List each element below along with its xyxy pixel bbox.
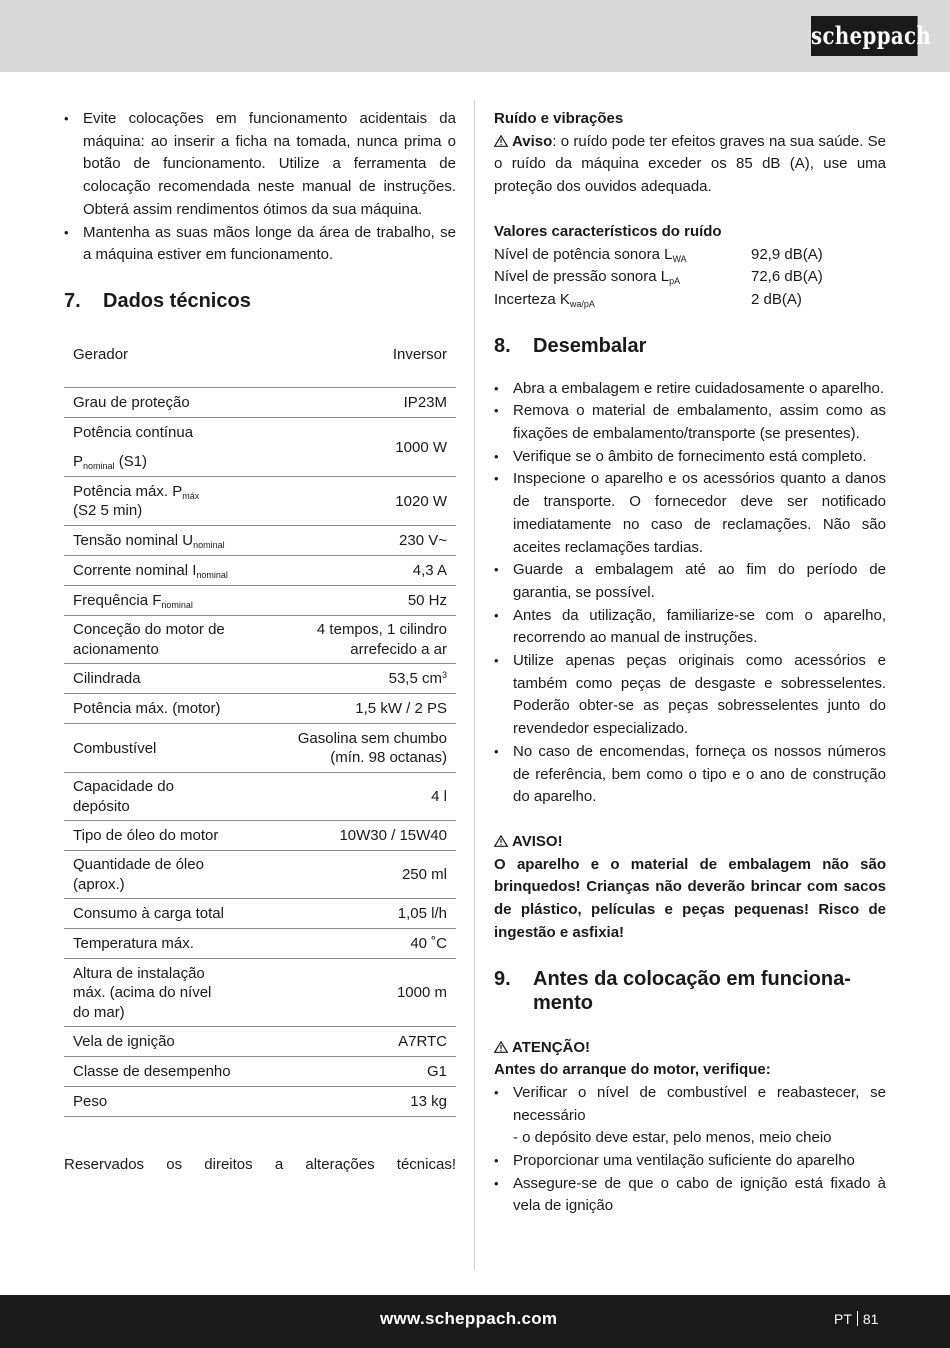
spec-value: 1020 W	[265, 477, 456, 526]
spec-value-text: 53,5 cm	[388, 670, 442, 688]
noise-label-text: Incerteza K	[494, 290, 570, 308]
table-row	[494, 244, 886, 267]
table-row	[64, 556, 456, 586]
atencao-label: ATENÇÃO!	[512, 1038, 591, 1056]
spec-label-line: Conceção do motor de	[73, 621, 225, 639]
spec-value: 50 Hz	[265, 586, 456, 616]
spec-label: Grau de proteção	[64, 388, 265, 418]
warning-label: Aviso	[512, 132, 553, 150]
spec-value: A7RTC	[265, 1027, 456, 1057]
spec-value: 230 V~	[265, 526, 456, 556]
spec-label-text: Tensão nominal U	[73, 532, 194, 550]
spec-label-text: Corrente nominal I	[73, 562, 197, 580]
spec-label-line: Quantidade de óleo	[73, 856, 204, 874]
spec-value: 4 l	[265, 773, 456, 821]
noise-warning-paragraph	[494, 131, 886, 199]
spec-symbol: P	[73, 453, 84, 471]
spec-label	[64, 477, 265, 526]
spec-label: Gerador	[64, 343, 265, 388]
spec-label-line: (S2 5 min)	[73, 502, 143, 520]
spec-label-line: acionamento	[73, 640, 159, 658]
table-row	[64, 959, 456, 1027]
table-row	[64, 821, 456, 851]
spec-label-text: Frequência F	[73, 592, 162, 610]
section-title-line: mento	[533, 991, 593, 1014]
list-item: • No caso de encomendas, forneça os nossos números de referência, bem como o tipo e o ano de construção do aparelho.	[494, 741, 886, 809]
language-code: PT	[834, 1311, 852, 1327]
check-bullet-list	[494, 1082, 886, 1218]
list-item-text: • Verificar o nível de combustível e reabastecer, se necessário	[513, 1083, 886, 1124]
list-item: • Verifique se o âmbito de fornecimento está completo.	[494, 446, 886, 469]
section-title: Desembalar	[533, 334, 647, 357]
spec-subscript: nominal	[193, 540, 225, 551]
table-row	[64, 1027, 456, 1057]
spec-label-line: máx. (acima do nível	[73, 984, 212, 1002]
table-row	[64, 694, 456, 724]
warning-triangle-icon	[494, 835, 508, 847]
section-number: 7.	[64, 289, 81, 312]
noise-label	[494, 289, 751, 312]
spec-label	[64, 616, 265, 664]
list-item: • Utilize apenas peças originais como acessórios e também como peças de desgaste e sobresselentes. Poderão obter-se as peças sobresselentes junto do revendedor especializado.	[494, 650, 886, 741]
noise-values-table	[494, 244, 886, 312]
table-row	[64, 616, 456, 664]
spec-label-line: depósito	[73, 797, 130, 815]
spec-value-line: 4 tempos, 1 cilindro	[316, 621, 447, 639]
spec-label-line: (aprox.)	[73, 875, 125, 893]
section-9-heading	[494, 967, 886, 1015]
list-item: • Evite colocações em funcionamento acidentais da máquina: ao inserir a ficha na tomada, nunca prima o botão de funcionamento. Utilize a ferramenta de colocação recomendada neste manual de instruções. Obterá assim rendimentos ótimos da sua máquina.	[64, 108, 456, 222]
table-row	[64, 724, 456, 773]
left-column	[64, 108, 456, 1177]
spec-label: Temperatura máx.	[64, 929, 265, 959]
noise-values-heading: Valores característicos do ruído	[494, 222, 722, 240]
header-band	[0, 0, 950, 72]
intro-bullet-list	[64, 108, 456, 267]
spec-value: 1000 W	[265, 418, 456, 477]
noise-label	[494, 244, 751, 267]
spec-value-line: Gasolina sem chumbo	[297, 729, 447, 747]
spec-value: IP23M	[265, 388, 456, 418]
page-number: 81	[862, 1311, 879, 1327]
noise-subscript: wa/pA	[569, 298, 595, 309]
table-row	[64, 1057, 456, 1087]
right-column	[494, 108, 886, 1218]
warning-triangle-icon	[494, 1041, 508, 1053]
table-row	[64, 526, 456, 556]
spec-label-line	[73, 482, 256, 502]
spec-label	[64, 586, 265, 616]
spec-value: 1000 m	[265, 959, 456, 1027]
aviso-label-line	[494, 831, 886, 854]
list-item: • Guarde a embalagem até ao fim do período de garantia, se possível.	[494, 559, 886, 604]
table-row	[494, 289, 886, 312]
noise-subscript: WA	[672, 253, 687, 264]
spec-value-line: (mín. 98 octanas)	[330, 749, 447, 767]
spec-subscript: máx	[182, 490, 200, 501]
table-row	[64, 388, 456, 418]
spec-subscript: nominal	[161, 600, 193, 611]
spec-label: Potência máx. (motor)	[64, 694, 265, 724]
website-link[interactable]: www.scheppach.com	[380, 1309, 558, 1328]
table-row	[494, 266, 886, 289]
table-row	[64, 418, 456, 477]
list-item: • Assegure-se de que o cabo de ignição está fixado à vela de ignição	[494, 1173, 886, 1218]
spec-value	[265, 724, 456, 773]
spec-label: Peso	[64, 1087, 265, 1117]
spec-label-line: Capacidade do	[73, 778, 174, 796]
aviso-text: O aparelho e o material de embalagem não são brinquedos! Crianças não deverão brincar com sacos de plástico, películas e peças pequenas! Risco de ingestão e asfixia!	[494, 855, 886, 941]
spec-label	[64, 526, 265, 556]
section-title: Dados técnicos	[103, 289, 251, 312]
check-heading: Antes do arranque do motor, verifique:	[494, 1061, 771, 1079]
noise-value: 2 dB(A)	[751, 290, 802, 308]
noise-value: 92,9 dB(A)	[751, 245, 823, 263]
spec-value: 1,05 l/h	[265, 899, 456, 929]
noise-label	[494, 266, 751, 289]
table-row	[64, 929, 456, 959]
list-item: • Mantenha as suas mãos longe da área de trabalho, se a máquina estiver em funcionamento.	[64, 222, 456, 267]
column-divider	[474, 100, 475, 1270]
warning-text: : o ruído pode ter efeitos graves na sua saúde. Se o ruído da máquina exceder os 85 dB (A), use uma proteção dos ouvidos adequada.	[494, 132, 886, 196]
page-footer	[0, 1295, 950, 1348]
spec-label: Classe de desempenho	[64, 1057, 265, 1087]
spec-value: 1,5 kW / 2 PS	[265, 694, 456, 724]
unpack-bullet-list	[494, 378, 886, 809]
table-row	[64, 1087, 456, 1117]
section-title-line: Antes da colocação em funciona-	[533, 967, 851, 990]
spec-value	[265, 664, 456, 694]
spec-label-line: Potência contínua	[73, 423, 194, 441]
table-row	[64, 851, 456, 899]
spec-label	[64, 418, 265, 477]
table-row	[64, 664, 456, 694]
spec-value: G1	[265, 1057, 456, 1087]
spec-value	[265, 616, 456, 664]
list-item-subtext: - o depósito deve estar, pelo menos, meio cheio	[513, 1129, 832, 1147]
spec-value: 250 ml	[265, 851, 456, 899]
spec-label-line	[73, 452, 256, 472]
spec-label-line: do mar)	[73, 1003, 125, 1021]
list-item: • Inspecione o aparelho e os acessórios quanto a danos de transporte. O fornecedor deve ser notificado imediatamente no caso de reclamações. Não são aceites reclamações tardias.	[494, 468, 886, 559]
section-number: 9.	[494, 967, 511, 990]
spec-label: Tipo de óleo do motor	[64, 821, 265, 851]
spec-label	[64, 959, 265, 1027]
spec-label-tail: (S1)	[114, 453, 148, 471]
spec-value: 10W30 / 15W40	[265, 821, 456, 851]
spec-value: 4,3 A	[265, 556, 456, 586]
table-row	[64, 586, 456, 616]
atencao-label-line	[494, 1037, 886, 1060]
aviso-label: AVISO!	[512, 832, 563, 850]
list-item: • Remova o material de embalamento, assim como as fixações de embalamento/transporte (se presentes).	[494, 400, 886, 445]
spec-value: Inversor	[265, 343, 456, 388]
spec-label: Combustível	[64, 724, 265, 773]
list-item	[494, 1082, 886, 1150]
spec-label-line: Altura de instalação	[73, 964, 205, 982]
spec-label: Cilindrada	[64, 664, 265, 694]
technical-changes-note: Reservados os direitos a alterações técnicas!	[64, 1156, 456, 1174]
brand-logo: scheppach	[811, 16, 918, 56]
spec-value: 13 kg	[265, 1087, 456, 1117]
table-row	[64, 343, 456, 388]
page-separator	[857, 1311, 858, 1326]
table-row	[64, 773, 456, 821]
list-item: • Abra a embalagem e retire cuidadosamente o aparelho.	[494, 378, 886, 401]
section-title	[533, 967, 851, 1015]
table-row	[64, 899, 456, 929]
section-number: 8.	[494, 334, 511, 357]
section-8-heading	[494, 334, 886, 358]
spec-label	[64, 851, 265, 899]
page-indicator	[834, 1311, 878, 1327]
noise-subscript: pA	[669, 276, 681, 287]
spec-superscript: 3	[441, 670, 447, 681]
section-7-heading	[64, 289, 456, 313]
noise-label-text: Nível de potência sonora L	[494, 245, 673, 263]
noise-value: 72,6 dB(A)	[751, 268, 823, 286]
spec-label: Vela de ignição	[64, 1027, 265, 1057]
table-row	[64, 477, 456, 526]
spec-value: 40 ˚C	[265, 929, 456, 959]
spec-subscript: nominal	[196, 570, 228, 581]
spec-label	[64, 556, 265, 586]
spec-subscript: nominal	[83, 461, 115, 472]
noise-label-text: Nível de pressão sonora L	[494, 268, 670, 286]
noise-heading: Ruído e vibrações	[494, 110, 624, 127]
warning-triangle-icon	[494, 135, 508, 147]
list-item: • Antes da utilização, familiarize-se com o aparelho, recorrendo ao manual de instruções.	[494, 605, 886, 650]
technical-data-table	[64, 343, 456, 1118]
spec-label-text: Potência máx. P	[73, 482, 183, 500]
spec-label: Consumo à carga total	[64, 899, 265, 929]
spec-value-line: arrefecido a ar	[350, 640, 447, 658]
list-item: • Proporcionar uma ventilação suficiente do aparelho	[494, 1150, 886, 1173]
spec-label	[64, 773, 265, 821]
